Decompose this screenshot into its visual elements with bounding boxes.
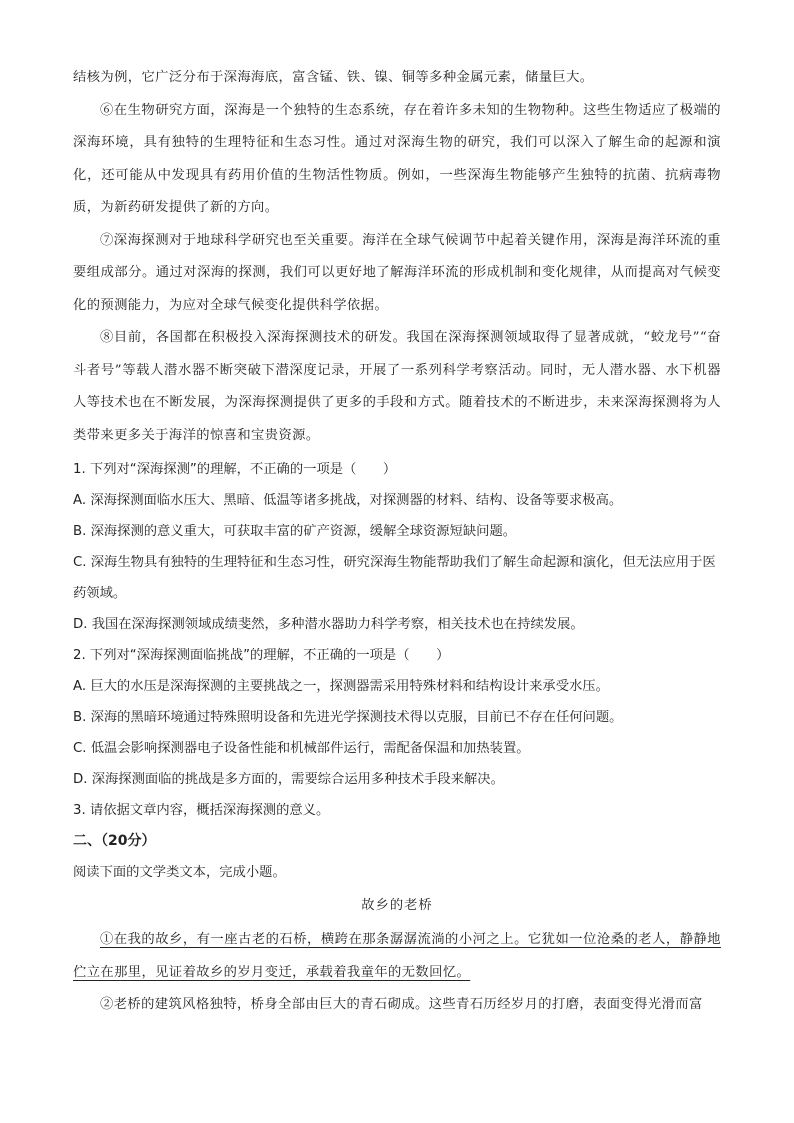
section-instruction: 阅读下面的文学类文本，完成小题。: [73, 865, 286, 880]
question-3: [73, 795, 721, 826]
story-paragraph-2: ②老桥的建筑风格独特，桥身全部由巨大的青石砌成。这些青石历经岁月的打磨，表面变得光滑而富: [100, 997, 703, 1012]
question-option: A. 深海探测面临水压大、黑暗、低温等诸多挑战，对探测器的材料、结构、设备等要求极高。: [73, 493, 623, 508]
passage-paragraph-7: ⑦深海探测对于地球科学研究也至关重要。海洋在全球气候调节中起着关键作用，深海是海洋环流的重要组成部分。通过对深海的探测，我们可以更好地了解海洋环流的形成机制和变化规律，从而提高对气候变化的预测能力，为应对全球气候变化提供科学依据。: [73, 232, 721, 313]
question-option: B. 深海探测的意义重大，可获取丰富的矿产资源，缓解全球资源短缺问题。: [73, 524, 517, 539]
question-option: B. 深海的黑暗环境通过特殊照明设备和先进光学探测技术得以克服，目前已不存在任何问题。: [73, 710, 623, 725]
question-option: D. 我国在深海探测领域成绩斐然，多种潜水器助力科学考察，相关技术也在持续发展。: [73, 617, 584, 632]
section-heading: 二、（20分）: [73, 833, 156, 849]
question-option: A. 巨大的水压是深海探测的主要挑战之一，探测器需采用特殊材料和结构设计来承受水压。: [73, 679, 609, 694]
question-option: D. 深海探测面临的挑战是多方面的，需要综合运用多种技术手段来解决。: [73, 772, 504, 787]
underlined-text: ①在我的故乡，有一座古老的石桥，横跨在那条潺潺流淌的小河之上。它犹如一位沧桑的老人，静静地伫立在那里，见证着故乡的岁月变迁，承载着我童年的无数回忆。: [73, 932, 721, 980]
question-2: [73, 640, 721, 795]
passage-line-continued: 结核为例，它广泛分布于深海海底，富含锰、铁、镍、铜等多种金属元素，储量巨大。: [73, 70, 594, 85]
passage-paragraph-8: ⑧目前，各国都在积极投入深海探测技术的研发。我国在深海探测领域取得了显著成就，“蛟龙号”“奋斗者号”等载人潜水器不断突破下潜深度记录，开展了一系列科学考察活动。同时，无人潜水器、水下机器人等技术也在不断发展，为深海探测提供了更多的手段和方式。随着技术的不断进步，未来深海探测将为人类带来更多关于海洋的惊喜和宝贵资源。: [73, 330, 721, 443]
question-option: C. 低温会影响探测器电子设备性能和机械部件运行，需配备保温和加热装置。: [73, 741, 530, 756]
page-content: [73, 62, 721, 1022]
story-paragraph-1: [73, 924, 721, 989]
story-title: 故乡的老桥: [361, 898, 433, 913]
question-stem: 1. 下列对“深海探测”的理解，不正确的一项是（ ）: [73, 462, 397, 477]
question-option: C. 深海生物具有独特的生理特征和生态习性，研究深海生物能帮助我们了解生命起源和演化，但无法应用于医药领域。: [73, 555, 716, 601]
question-1: [73, 454, 721, 640]
passage-paragraph-6: ⑥在生物研究方面，深海是一个独特的生态系统，存在着许多未知的生物物种。这些生物适应了极端的深海环境，具有独特的生理特征和生态习性。通过对深海生物的研究，我们可以深入了解生命的起源和演化，还可能从中发现具有药用价值的生物活性物质。例如，一些深海生物能够产生独特的抗菌、抗病毒物质，为新药研发提供了新的方向。: [73, 102, 721, 215]
question-stem: 3. 请依据文章内容，概括深海探测的意义。: [73, 803, 330, 818]
question-stem: 2. 下列对“深海探测面临挑战”的理解，不正确的一项是（ ）: [73, 648, 450, 663]
